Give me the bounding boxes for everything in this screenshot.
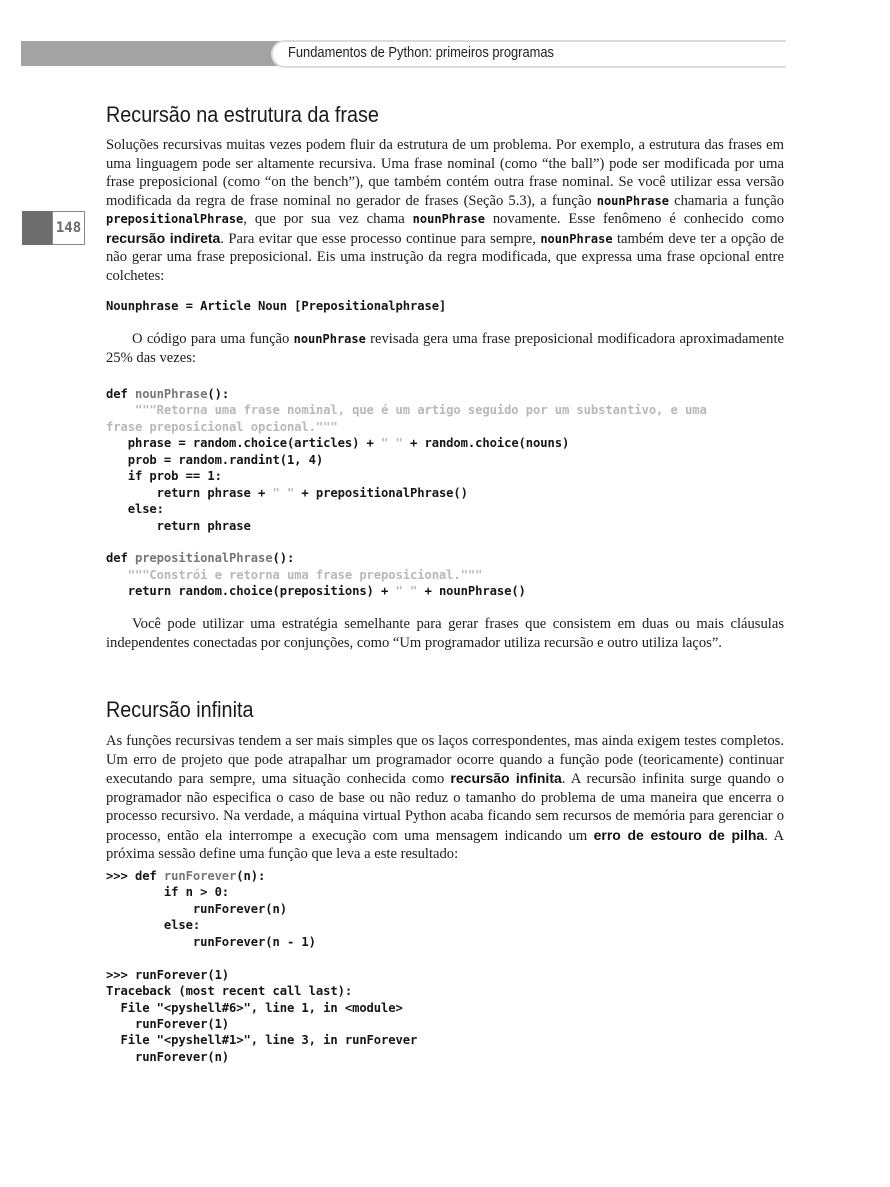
- section1-para1-wrap: [106, 136, 784, 285]
- code-line: [106, 402, 784, 418]
- code-token: >>> runForever(1): [106, 967, 230, 982]
- string-literal: " ": [395, 584, 418, 599]
- key-term: recursão indireta: [106, 229, 221, 246]
- grammar-rule-wrap: [106, 298, 784, 314]
- docstring: """Retorna uma frase nominal, que é um artigo seguido por um substantivo, e uma: [106, 403, 707, 418]
- text-run: . Para evitar que esse processo continue para sempre,: [220, 230, 541, 247]
- section2-para1-wrap: [106, 732, 784, 864]
- code-token: + nounPhrase(): [417, 584, 526, 599]
- text-run: . A recursão infinita surge quando o programador não especifica o caso de base ou não reduz o tamanho do problema de uma maneira que encerra o processo recursivo. Na verdade, a máquina virtual Python acaba ficando sem recursos de memória para gerenciar o processo, então ela interrompe a execução com uma mensagem indicando um: [106, 771, 785, 844]
- section1-paragraph-3: [106, 615, 784, 652]
- code-token: + random.choice(nouns): [402, 436, 570, 451]
- section1-para3-wrap: [106, 615, 784, 652]
- code-line: [106, 868, 784, 884]
- code-line: [106, 567, 784, 583]
- code-token: runForever(n): [106, 1049, 230, 1064]
- code-line: [106, 468, 784, 484]
- page-number-marker: [22, 211, 52, 245]
- code-line: [106, 485, 784, 501]
- code-line: [106, 934, 784, 950]
- code-token: ():: [207, 387, 230, 401]
- key-term: recursão infinita: [450, 770, 562, 786]
- code-line: [106, 452, 784, 468]
- section1-paragraph-2: [106, 330, 784, 367]
- code-line: [106, 1032, 784, 1048]
- text-run: As funções recursivas tendem a ser mais simples que os laços correspondentes, mas ainda exigem testes completos. Um erro de projeto que pode atrapalhar um programador ocorre quando a função pode (teoricamente) continuar executando para sempre, uma situação conhecida como: [106, 733, 784, 787]
- section1-para2-wrap: [106, 330, 784, 367]
- header-bar: [21, 41, 289, 66]
- code-token: def: [106, 551, 135, 566]
- section2-paragraph-1: [106, 732, 784, 864]
- text-run: revisada gera uma frase preposicional modificadora aproximadamente 25% das vezes:: [106, 331, 784, 366]
- code-token: else:: [106, 502, 164, 517]
- section-infinite-recursion: [106, 697, 784, 723]
- text-run: Você pode utilizar uma estratégia semelhante para gerar frases que consistem em duas ou mais cláusulas independentes conectadas por conjunções, como “Um programador utiliza recursão e outro utiliza laços”.: [106, 616, 784, 651]
- code-token: + prepositionalPhrase(): [294, 485, 468, 500]
- code-line: [106, 583, 784, 599]
- shell-session: [106, 868, 784, 1065]
- text-run: O código para uma função: [132, 331, 294, 347]
- text-run: novamente. Esse fenômeno é conhecido como: [484, 211, 784, 227]
- text-run: . A próxima sessão define uma função que leva a este resultado:: [106, 827, 784, 862]
- code-line: [106, 901, 784, 917]
- code-token: ():: [272, 551, 295, 566]
- code-line: [106, 518, 784, 534]
- code-token: else:: [106, 918, 201, 933]
- section1-paragraph-1: [106, 136, 784, 285]
- code-line: [106, 967, 784, 983]
- code-token: Traceback (most recent call last):: [106, 984, 353, 999]
- text-run: Soluções recursivas muitas vezes podem fluir da estrutura de um problema. Por exemplo, a estrutura das frases em uma linguagem pode ser altamente recursiva. Uma frase nominal (como “the ball”) pode ser modificada por uma frase preposicional (como “on the bench”), que também contém outra frase nominal. Se você utilizar essa versão modificada da regra de frase nominal no gerador de frases (Seção 5.3), a função: [106, 137, 784, 209]
- code-line: [106, 435, 784, 451]
- inline-code: nounPhrase: [596, 193, 669, 208]
- key-term: erro de estouro de pilha: [593, 826, 765, 843]
- function-name: nounPhrase: [134, 387, 208, 401]
- code-token: return phrase +: [106, 485, 273, 500]
- function-name: prepositionalPhrase: [134, 551, 273, 566]
- inline-code: nounPhrase: [293, 332, 366, 346]
- section-sentence-recursion: [106, 102, 784, 128]
- code-line: [106, 983, 784, 999]
- code-listing: [106, 386, 784, 600]
- code-line: [106, 1049, 784, 1065]
- code-token: prob = random.randint(1, 4): [106, 452, 324, 467]
- docstring: frase preposicional opcional.""": [106, 419, 338, 434]
- inline-code: nounPhrase: [540, 231, 613, 246]
- inline-code: prepositionalPhrase: [106, 212, 244, 226]
- section-title: Recursão na estrutura da frase: [106, 102, 379, 127]
- section-title: Recursão infinita: [106, 697, 254, 722]
- code-token: if prob == 1:: [106, 469, 222, 484]
- code-token: File "<pyshell#1>", line 3, in runForever: [106, 1033, 418, 1048]
- inline-code: nounPhrase: [412, 212, 485, 226]
- code-line: [106, 917, 784, 933]
- code-line: [106, 419, 784, 435]
- grammar-rule: Nounphrase = Article Noun [Prepositionalphrase]: [106, 299, 447, 313]
- code-token: File "<pyshell#6>", line 1, in <module>: [106, 1000, 403, 1015]
- code-line: [106, 1000, 784, 1016]
- code-block-nounphrase: [106, 386, 784, 600]
- code-line: [106, 550, 784, 566]
- code-token: (n):: [236, 869, 266, 883]
- code-token: runForever(1): [106, 1016, 230, 1031]
- code-block-runforever: [106, 868, 784, 1065]
- text-run: chamaria a função: [668, 192, 785, 209]
- text-run: também deve ter a opção de não gerar uma frase preposicional. Eis uma instrução da regra modificada, que expressa uma frase opcional entre colchetes:: [106, 230, 784, 284]
- code-line: [106, 884, 784, 900]
- code-line: [106, 534, 784, 550]
- code-token: if n > 0:: [106, 885, 230, 900]
- code-line: [106, 501, 784, 517]
- code-token: runForever(n): [106, 901, 287, 916]
- code-token: def: [106, 387, 135, 401]
- string-literal: " ": [272, 485, 295, 500]
- code-token: phrase = random.choice(articles) +: [106, 436, 382, 451]
- code-token: return random.choice(prepositions) +: [106, 584, 396, 599]
- code-token: return phrase: [106, 518, 251, 533]
- running-title: Fundamentos de Python: primeiros programas: [288, 44, 555, 61]
- code-line: [106, 1016, 784, 1032]
- code-line: [106, 950, 784, 966]
- page-number: 148: [52, 211, 85, 245]
- docstring: """Constrói e retorna uma frase preposicional.""": [106, 567, 483, 582]
- string-literal: " ": [381, 436, 403, 451]
- code-token: runForever(n - 1): [106, 934, 316, 949]
- function-name: runForever: [163, 869, 237, 883]
- code-line: [106, 386, 784, 402]
- text-run: , que por sua vez chama: [243, 211, 413, 227]
- code-token: >>> def: [106, 869, 164, 883]
